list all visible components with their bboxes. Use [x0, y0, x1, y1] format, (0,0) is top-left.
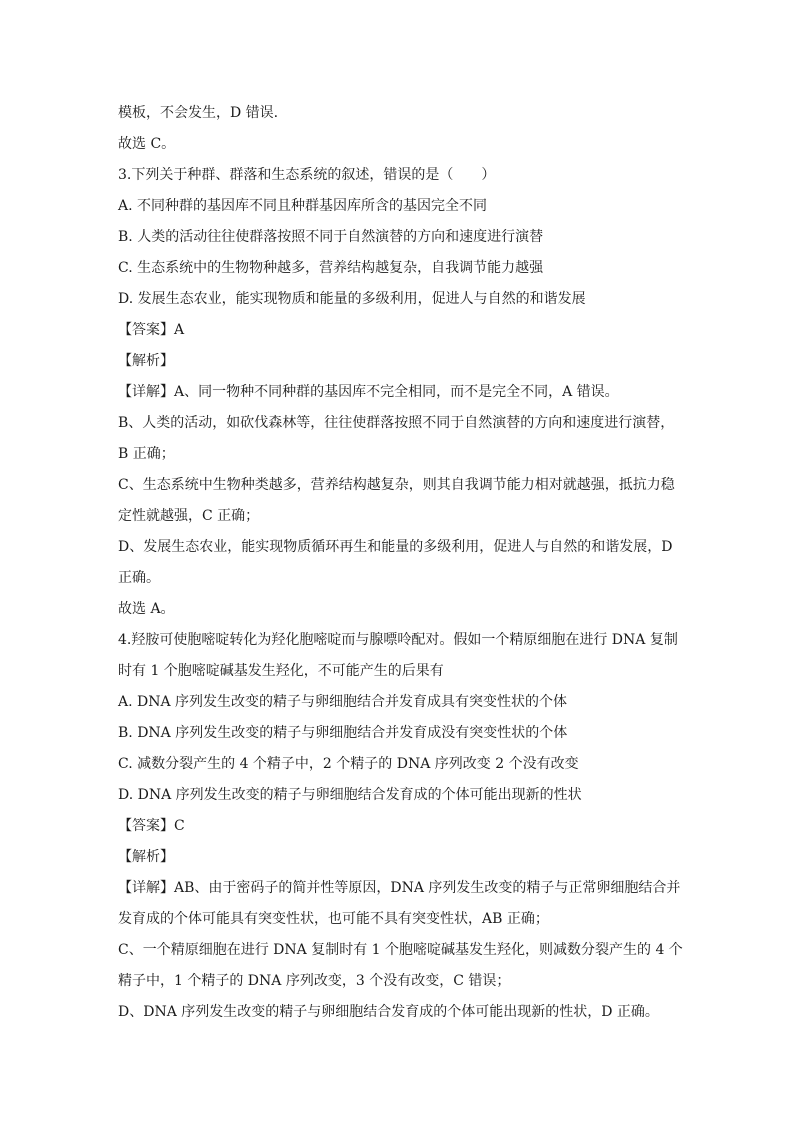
question-3-stem: 3.下列关于种群、群落和生态系统的叙述，错误的是（ ）: [118, 167, 496, 183]
detail-line: 【详解】A、同一物种不同种群的基因库不完全相同，而不是完全不同，A 错误。: [118, 384, 619, 400]
option-a: A. DNA 序列发生改变的精子与卵细胞结合并发育成具有突变性状的个体: [118, 694, 568, 710]
text-line: 故选 C。: [118, 136, 176, 152]
analysis-label: 【解析】: [118, 849, 174, 865]
answer-label: 【答案】A: [118, 322, 185, 338]
detail-line: 发育成的个体可能具有突变性状，也可能不具有突变性状，AB 正确；: [118, 911, 549, 927]
detail-line: 定性就越强，C 正确；: [118, 508, 260, 524]
answer-label: 【答案】C: [118, 818, 185, 834]
option-d: D. DNA 序列发生改变的精子与卵细胞结合发育成的个体可能出现新的性状: [118, 787, 582, 803]
option-c: C. 生态系统中的生物物种越多，营养结构越复杂，自我调节能力越强: [118, 260, 544, 276]
detail-line: D、发展生态农业，能实现物质循环再生和能量的多级利用，促进人与自然的和谐发展，D: [118, 539, 673, 555]
analysis-label: 【解析】: [118, 353, 174, 369]
question-4-stem: 时有 1 个胞嘧啶碱基发生羟化，不可能产生的后果有: [118, 663, 444, 679]
option-a: A. 不同种群的基因库不同且种群基因库所含的基因完全不同: [118, 198, 488, 214]
detail-line: D、DNA 序列发生改变的精子与卵细胞结合发育成的个体可能出现新的性状，D 正确。: [118, 1004, 659, 1020]
detail-line: B、人类的活动，如砍伐森林等，往往使群落按照不同于自然演替的方向和速度进行演替，: [118, 415, 675, 431]
option-b: B. DNA 序列发生改变的精子与卵细胞结合并发育成没有突变性状的个体: [118, 725, 568, 741]
detail-line: 正确。: [118, 570, 160, 586]
option-b: B. 人类的活动往往使群落按照不同于自然演替的方向和速度进行演替: [118, 229, 544, 245]
question-4-stem: 4.羟胺可使胞嘧啶转化为羟化胞嘧啶而与腺嘌呤配对。假如一个精原细胞在进行 DNA 复制: [118, 632, 678, 648]
text-line: 模板，不会发生，D 错误.: [118, 105, 279, 121]
detail-line: C、生态系统中生物种类越多，营养结构越复杂，则其自我调节能力相对就越强，抵抗力稳: [118, 477, 675, 493]
choice-line: 故选 A。: [118, 601, 175, 617]
option-d: D. 发展生态农业，能实现物质和能量的多级利用，促进人与自然的和谐发展: [118, 291, 586, 307]
detail-line: 精子中，1 个精子的 DNA 序列改变，3 个没有改变，C 错误；: [118, 973, 511, 989]
detail-line: 【详解】AB、由于密码子的简并性等原因，DNA 序列发生改变的精子与正常卵细胞结合并: [118, 880, 681, 896]
detail-line: B 正确；: [118, 446, 175, 462]
detail-line: C、一个精原细胞在进行 DNA 复制时有 1 个胞嘧啶碱基发生羟化，则减数分裂产生的 4 个: [118, 942, 683, 958]
option-c: C. 减数分裂产生的 4 个精子中，2 个精子的 DNA 序列改变 2 个没有改变: [118, 756, 579, 772]
